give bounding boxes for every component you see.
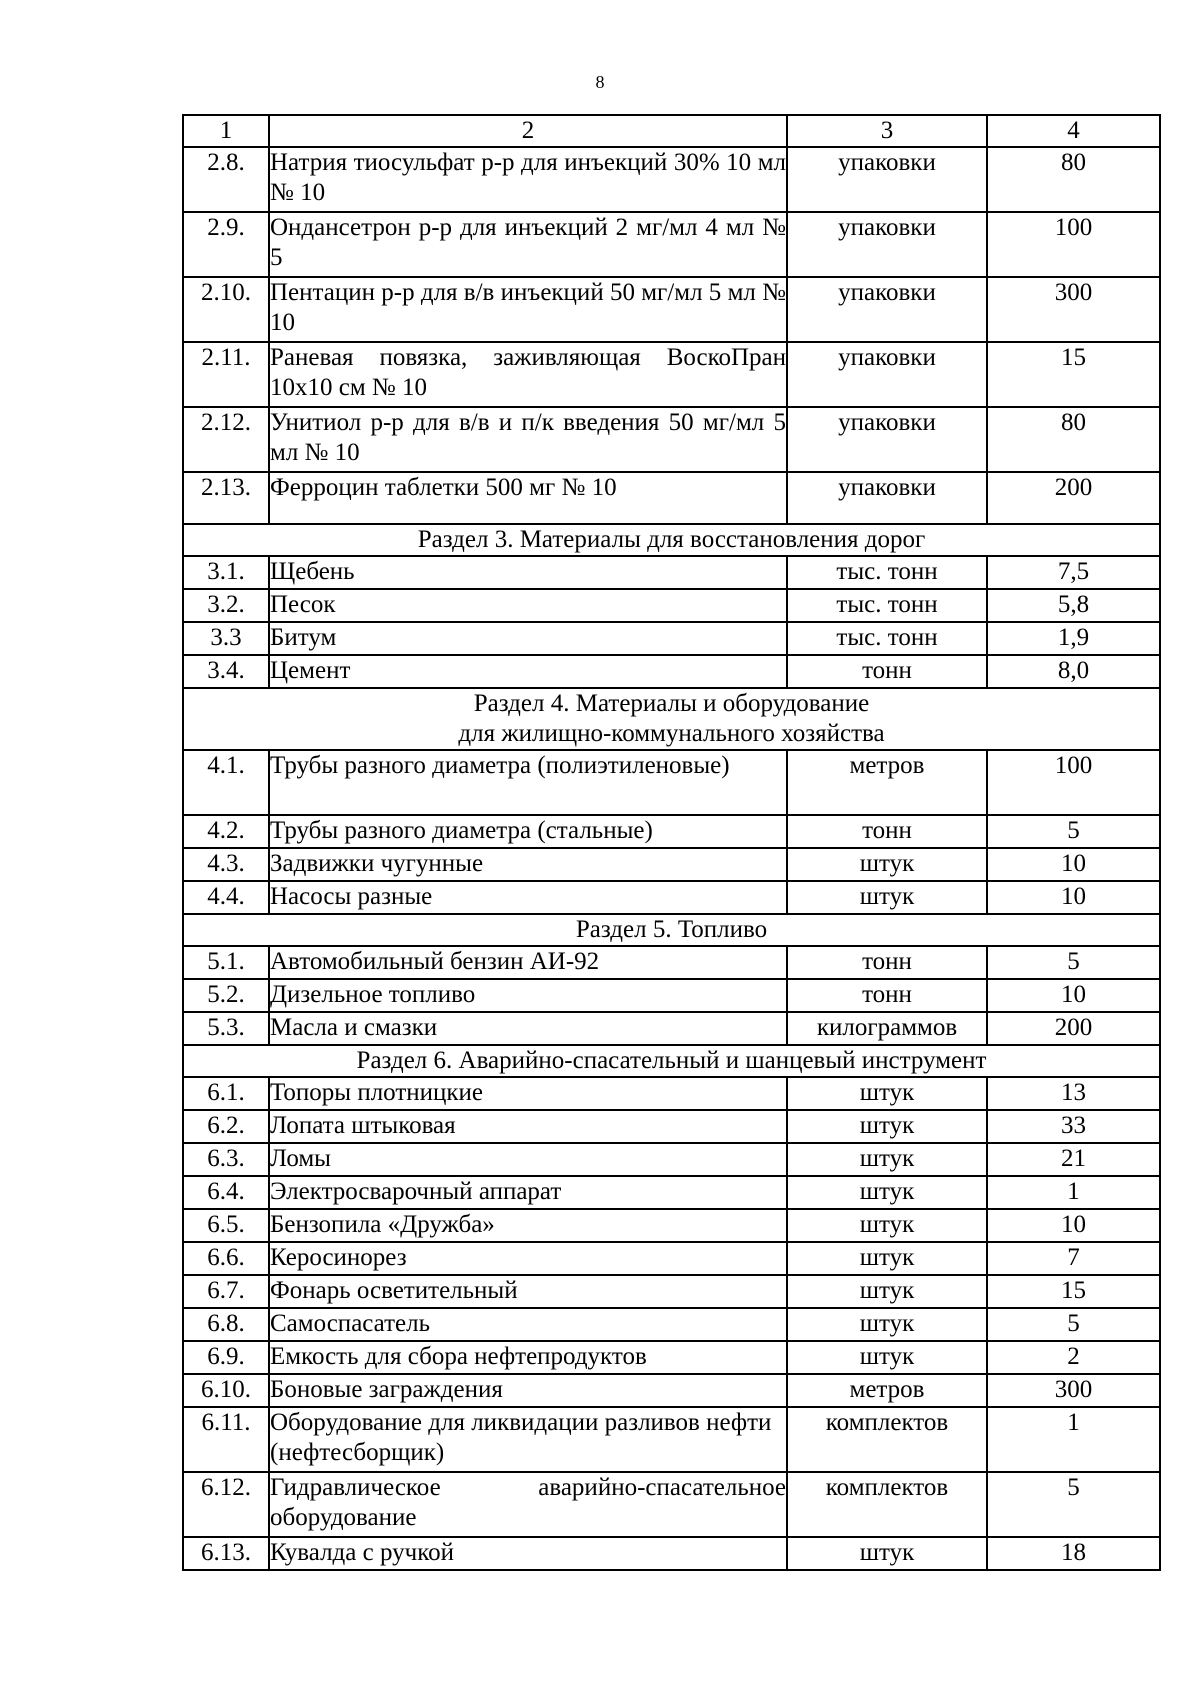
- item-number-cell: 6.1.: [183, 1077, 269, 1110]
- item-number-cell: 3.1.: [183, 556, 269, 589]
- item-name-cell: Электросварочный аппарат: [269, 1176, 787, 1209]
- item-quantity-cell: 200: [987, 472, 1160, 524]
- item-unit-cell: штук: [787, 848, 987, 881]
- item-unit-cell: штук: [787, 1308, 987, 1341]
- item-quantity-cell: 13: [987, 1077, 1160, 1110]
- item-unit-cell: тыс. тонн: [787, 622, 987, 655]
- section-row: [183, 914, 1160, 946]
- item-unit-cell: упаковки: [787, 212, 987, 277]
- item-number-cell: 6.2.: [183, 1110, 269, 1143]
- item-name-cell: Автомобильный бензин АИ-92: [269, 946, 787, 979]
- section-heading-line: для жилищно-коммунального хозяйства: [458, 720, 885, 747]
- item-quantity-cell: 5: [987, 1472, 1160, 1537]
- item-unit-cell: упаковки: [787, 407, 987, 472]
- item-unit-cell: штук: [787, 1209, 987, 1242]
- item-name-cell: Песок: [269, 589, 787, 622]
- item-quantity-cell: 10: [987, 1209, 1160, 1242]
- item-quantity-cell: 1: [987, 1407, 1160, 1472]
- item-number-cell: 2.10.: [183, 277, 269, 342]
- supplies-table: [182, 114, 1161, 1571]
- item-name-cell: Цемент: [269, 655, 787, 688]
- item-number-cell: 6.7.: [183, 1275, 269, 1308]
- table-row: [183, 342, 1160, 407]
- item-number-cell: 4.3.: [183, 848, 269, 881]
- item-unit-cell: тонн: [787, 979, 987, 1012]
- item-unit-cell: штук: [787, 1110, 987, 1143]
- table-row: [183, 556, 1160, 589]
- table-row: [183, 407, 1160, 472]
- table-row: [183, 1407, 1160, 1472]
- item-quantity-cell: 200: [987, 1012, 1160, 1045]
- item-name-cell: Гидравлическое аварийно-спасательное оборудование: [269, 1472, 787, 1537]
- item-quantity-cell: 21: [987, 1143, 1160, 1176]
- item-quantity-cell: 100: [987, 750, 1160, 815]
- item-unit-cell: комплектов: [787, 1472, 987, 1537]
- table-row: [183, 1143, 1160, 1176]
- table-row: [183, 655, 1160, 688]
- column-header: 4: [987, 115, 1160, 147]
- item-unit-cell: штук: [787, 1176, 987, 1209]
- item-number-cell: 5.3.: [183, 1012, 269, 1045]
- table-row: [183, 589, 1160, 622]
- item-unit-cell: метров: [787, 750, 987, 815]
- column-header: 2: [269, 115, 787, 147]
- item-unit-cell: комплектов: [787, 1407, 987, 1472]
- table-row: [183, 1537, 1160, 1570]
- table-row: [183, 1341, 1160, 1374]
- item-name-cell: Самоспасатель: [269, 1308, 787, 1341]
- item-number-cell: 5.2.: [183, 979, 269, 1012]
- table-row: [183, 1374, 1160, 1407]
- item-number-cell: 6.3.: [183, 1143, 269, 1176]
- item-number-cell: 6.5.: [183, 1209, 269, 1242]
- item-number-cell: 6.4.: [183, 1176, 269, 1209]
- section-heading: [183, 914, 1160, 946]
- item-number-cell: 6.12.: [183, 1472, 269, 1537]
- item-unit-cell: тыс. тонн: [787, 556, 987, 589]
- item-name-cell: Масла и смазки: [269, 1012, 787, 1045]
- table-row: [183, 1308, 1160, 1341]
- item-unit-cell: штук: [787, 1275, 987, 1308]
- item-number-cell: 6.9.: [183, 1341, 269, 1374]
- item-number-cell: 2.9.: [183, 212, 269, 277]
- item-quantity-cell: 5,8: [987, 589, 1160, 622]
- table-row: [183, 881, 1160, 914]
- item-unit-cell: штук: [787, 1242, 987, 1275]
- section-row: [183, 524, 1160, 556]
- section-row: [183, 1045, 1160, 1077]
- item-quantity-cell: 80: [987, 147, 1160, 212]
- item-name-cell: Ферроцин таблетки 500 мг № 10: [269, 472, 787, 524]
- item-number-cell: 4.2.: [183, 815, 269, 848]
- item-name-cell: Ондансетрон р-р для инъекций 2 мг/мл 4 мл № 5: [269, 212, 787, 277]
- item-unit-cell: тонн: [787, 655, 987, 688]
- item-number-cell: 6.13.: [183, 1537, 269, 1570]
- item-number-cell: 2.11.: [183, 342, 269, 407]
- item-quantity-cell: 100: [987, 212, 1160, 277]
- table-row: [183, 1242, 1160, 1275]
- item-quantity-cell: 10: [987, 848, 1160, 881]
- table-row: [183, 1176, 1160, 1209]
- section-heading: [183, 1045, 1160, 1077]
- section-heading-line: Раздел 6. Аварийно-спасательный и шанцевый инструмент: [356, 1047, 987, 1074]
- item-quantity-cell: 300: [987, 277, 1160, 342]
- table-row: [183, 750, 1160, 815]
- item-unit-cell: упаковки: [787, 472, 987, 524]
- item-number-cell: 3.2.: [183, 589, 269, 622]
- item-name-cell: Унитиол р-р для в/в и п/к введения 50 мг/мл 5 мл № 10: [269, 407, 787, 472]
- item-number-cell: 3.4.: [183, 655, 269, 688]
- item-name-cell: Пентацин р-р для в/в инъекций 50 мг/мл 5 мл № 10: [269, 277, 787, 342]
- item-name-cell: Оборудование для ликвидации разливов нефти (нефтесборщик): [269, 1407, 787, 1472]
- item-name-cell: Бензопила «Дружба»: [269, 1209, 787, 1242]
- section-heading: [183, 688, 1160, 750]
- table-row: [183, 147, 1160, 212]
- item-name-cell: Топоры плотницкие: [269, 1077, 787, 1110]
- page-number: 8: [595, 72, 605, 92]
- item-name-cell: Фонарь осветительный: [269, 1275, 787, 1308]
- item-name-cell: Натрия тиосульфат р-р для инъекций 30% 10 мл № 10: [269, 147, 787, 212]
- item-quantity-cell: 15: [987, 1275, 1160, 1308]
- item-quantity-cell: 10: [987, 979, 1160, 1012]
- item-quantity-cell: 80: [987, 407, 1160, 472]
- item-number-cell: 6.6.: [183, 1242, 269, 1275]
- table-row: [183, 979, 1160, 1012]
- item-number-cell: 2.12.: [183, 407, 269, 472]
- item-number-cell: 4.1.: [183, 750, 269, 815]
- table-row: [183, 277, 1160, 342]
- item-number-cell: 6.11.: [183, 1407, 269, 1472]
- item-unit-cell: тонн: [787, 946, 987, 979]
- item-name-cell: Трубы разного диаметра (полиэтиленовые): [269, 750, 787, 815]
- item-name-cell: Битум: [269, 622, 787, 655]
- item-unit-cell: штук: [787, 1537, 987, 1570]
- table-row: [183, 1209, 1160, 1242]
- item-number-cell: 5.1.: [183, 946, 269, 979]
- item-name-cell: Раневая повязка, заживляющая ВоскоПран 10х10 см № 10: [269, 342, 787, 407]
- table-row: [183, 946, 1160, 979]
- item-number-cell: 3.3: [183, 622, 269, 655]
- item-quantity-cell: 5: [987, 946, 1160, 979]
- column-header: 3: [787, 115, 987, 147]
- item-quantity-cell: 2: [987, 1341, 1160, 1374]
- item-name-cell: Трубы разного диаметра (стальные): [269, 815, 787, 848]
- item-quantity-cell: 15: [987, 342, 1160, 407]
- item-quantity-cell: 1: [987, 1176, 1160, 1209]
- table-row: [183, 1110, 1160, 1143]
- item-name-cell: Керосинорез: [269, 1242, 787, 1275]
- item-number-cell: 4.4.: [183, 881, 269, 914]
- table-row: [183, 622, 1160, 655]
- section-heading-line: Раздел 4. Материалы и оборудование: [473, 690, 870, 717]
- table-row: [183, 848, 1160, 881]
- item-name-cell: Щебень: [269, 556, 787, 589]
- item-quantity-cell: 1,9: [987, 622, 1160, 655]
- item-quantity-cell: 300: [987, 1374, 1160, 1407]
- item-number-cell: 6.10.: [183, 1374, 269, 1407]
- item-name-cell: Ломы: [269, 1143, 787, 1176]
- item-quantity-cell: 5: [987, 815, 1160, 848]
- table-body: [183, 115, 1160, 1570]
- item-number-cell: 6.8.: [183, 1308, 269, 1341]
- item-unit-cell: килограммов: [787, 1012, 987, 1045]
- item-unit-cell: упаковки: [787, 342, 987, 407]
- item-quantity-cell: 8,0: [987, 655, 1160, 688]
- item-unit-cell: штук: [787, 1077, 987, 1110]
- table-row: [183, 1077, 1160, 1110]
- table-row: [183, 1012, 1160, 1045]
- item-name-cell: Насосы разные: [269, 881, 787, 914]
- item-unit-cell: штук: [787, 881, 987, 914]
- item-name-cell: Дизельное топливо: [269, 979, 787, 1012]
- item-number-cell: 2.8.: [183, 147, 269, 212]
- item-quantity-cell: 10: [987, 881, 1160, 914]
- item-unit-cell: упаковки: [787, 277, 987, 342]
- item-unit-cell: штук: [787, 1143, 987, 1176]
- column-header: 1: [183, 115, 269, 147]
- item-unit-cell: упаковки: [787, 147, 987, 212]
- table-row: [183, 472, 1160, 524]
- item-unit-cell: тонн: [787, 815, 987, 848]
- item-name-cell: Лопата штыковая: [269, 1110, 787, 1143]
- item-name-cell: Боновые заграждения: [269, 1374, 787, 1407]
- item-quantity-cell: 5: [987, 1308, 1160, 1341]
- section-heading-line: Раздел 5. Топливо: [575, 916, 768, 943]
- table-row: [183, 212, 1160, 277]
- item-name-cell: Задвижки чугунные: [269, 848, 787, 881]
- item-quantity-cell: 7,5: [987, 556, 1160, 589]
- item-quantity-cell: 18: [987, 1537, 1160, 1570]
- item-name-cell: Кувалда с ручкой: [269, 1537, 787, 1570]
- item-quantity-cell: 7: [987, 1242, 1160, 1275]
- item-unit-cell: тыс. тонн: [787, 589, 987, 622]
- table-row: [183, 815, 1160, 848]
- table-row: [183, 1275, 1160, 1308]
- section-heading-line: Раздел 3. Материалы для восстановления дорог: [417, 526, 926, 553]
- table-row: [183, 1472, 1160, 1537]
- item-unit-cell: метров: [787, 1374, 987, 1407]
- table-header-row: [183, 115, 1160, 147]
- item-unit-cell: штук: [787, 1341, 987, 1374]
- item-quantity-cell: 33: [987, 1110, 1160, 1143]
- section-row: [183, 688, 1160, 750]
- section-heading: [183, 524, 1160, 556]
- item-name-cell: Емкость для сбора нефтепродуктов: [269, 1341, 787, 1374]
- item-number-cell: 2.13.: [183, 472, 269, 524]
